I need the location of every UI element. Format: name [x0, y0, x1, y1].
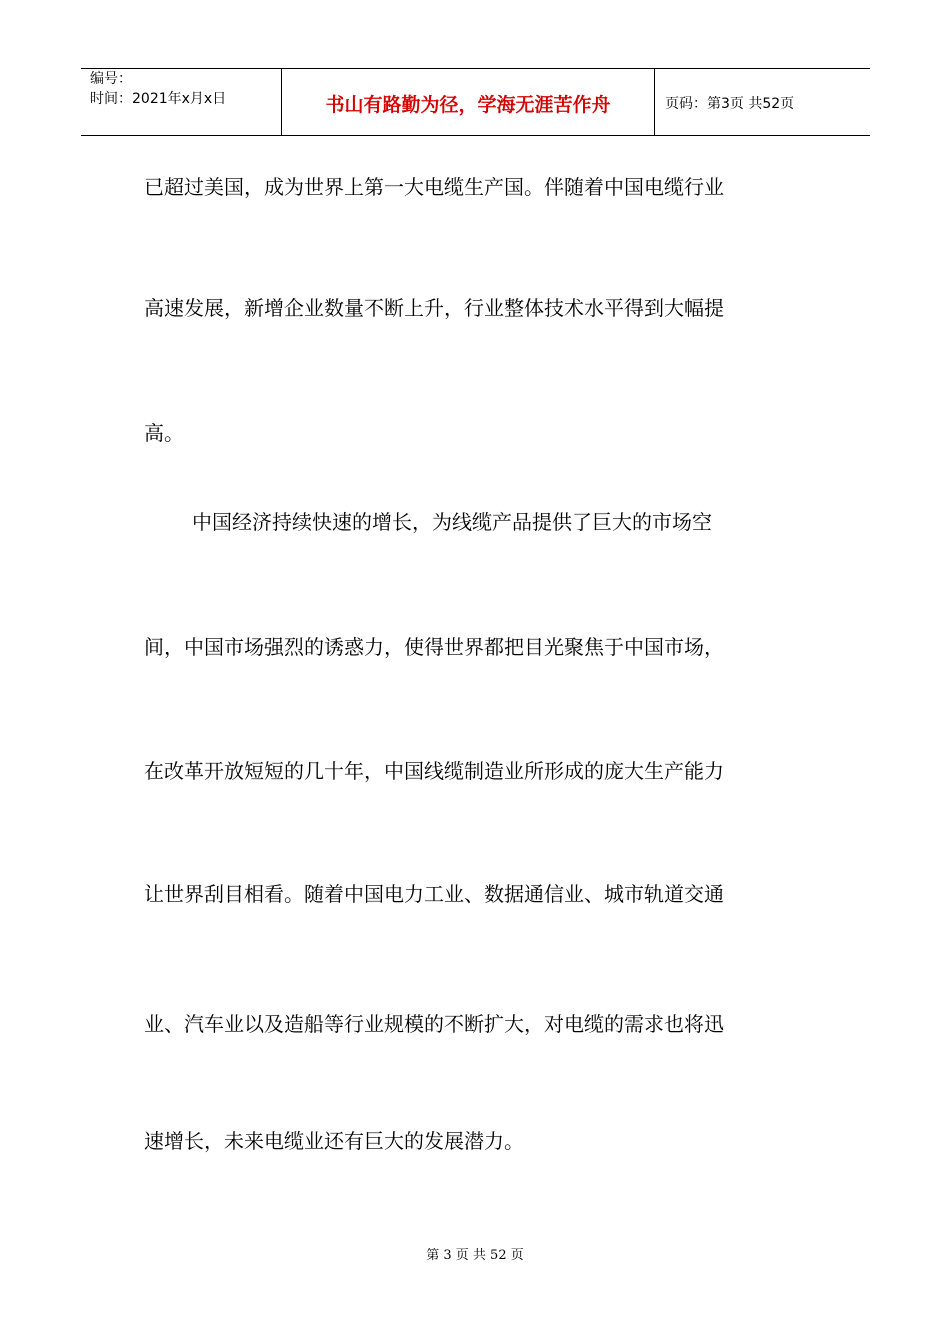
body-line: 高速发展，新增企业数量不断上升，行业整体技术水平得到大幅提 — [144, 296, 724, 320]
header-page-code: 页码：第3页 共52页 — [665, 96, 795, 112]
page-footer: 第 3 页 共 52 页 — [426, 1248, 524, 1263]
document-header — [81, 68, 870, 136]
body-line: 业、汽车业以及造船等行业规模的不断扩大，对电缆的需求也将迅 — [144, 1012, 724, 1036]
header-motto-cell — [282, 69, 655, 135]
body-line: 已超过美国，成为世界上第一大电缆生产国。伴随着中国电缆行业 — [144, 175, 724, 199]
body-line: 中国经济持续快速的增长，为线缆产品提供了巨大的市场空 — [192, 510, 712, 534]
body-line: 高。 — [144, 421, 184, 445]
body-line: 让世界刮目相看。随着中国电力工业、数据通信业、城市轨道交通 — [144, 882, 724, 906]
document-number-label: 编号： — [90, 71, 132, 87]
header-meta-cell — [81, 69, 282, 135]
header-motto: 书山有路勤为径，学海无涯苦作舟 — [325, 94, 611, 116]
body-line: 在改革开放短短的几十年，中国线缆制造业所形成的庞大生产能力 — [144, 759, 724, 783]
header-page-cell — [655, 69, 870, 135]
body-line: 间，中国市场强烈的诱惑力，使得世界都把目光聚焦于中国市场， — [144, 635, 724, 659]
body-line: 速增长，未来电缆业还有巨大的发展潜力。 — [144, 1129, 524, 1153]
document-time-label: 时间：2021年x月x日 — [90, 91, 227, 107]
